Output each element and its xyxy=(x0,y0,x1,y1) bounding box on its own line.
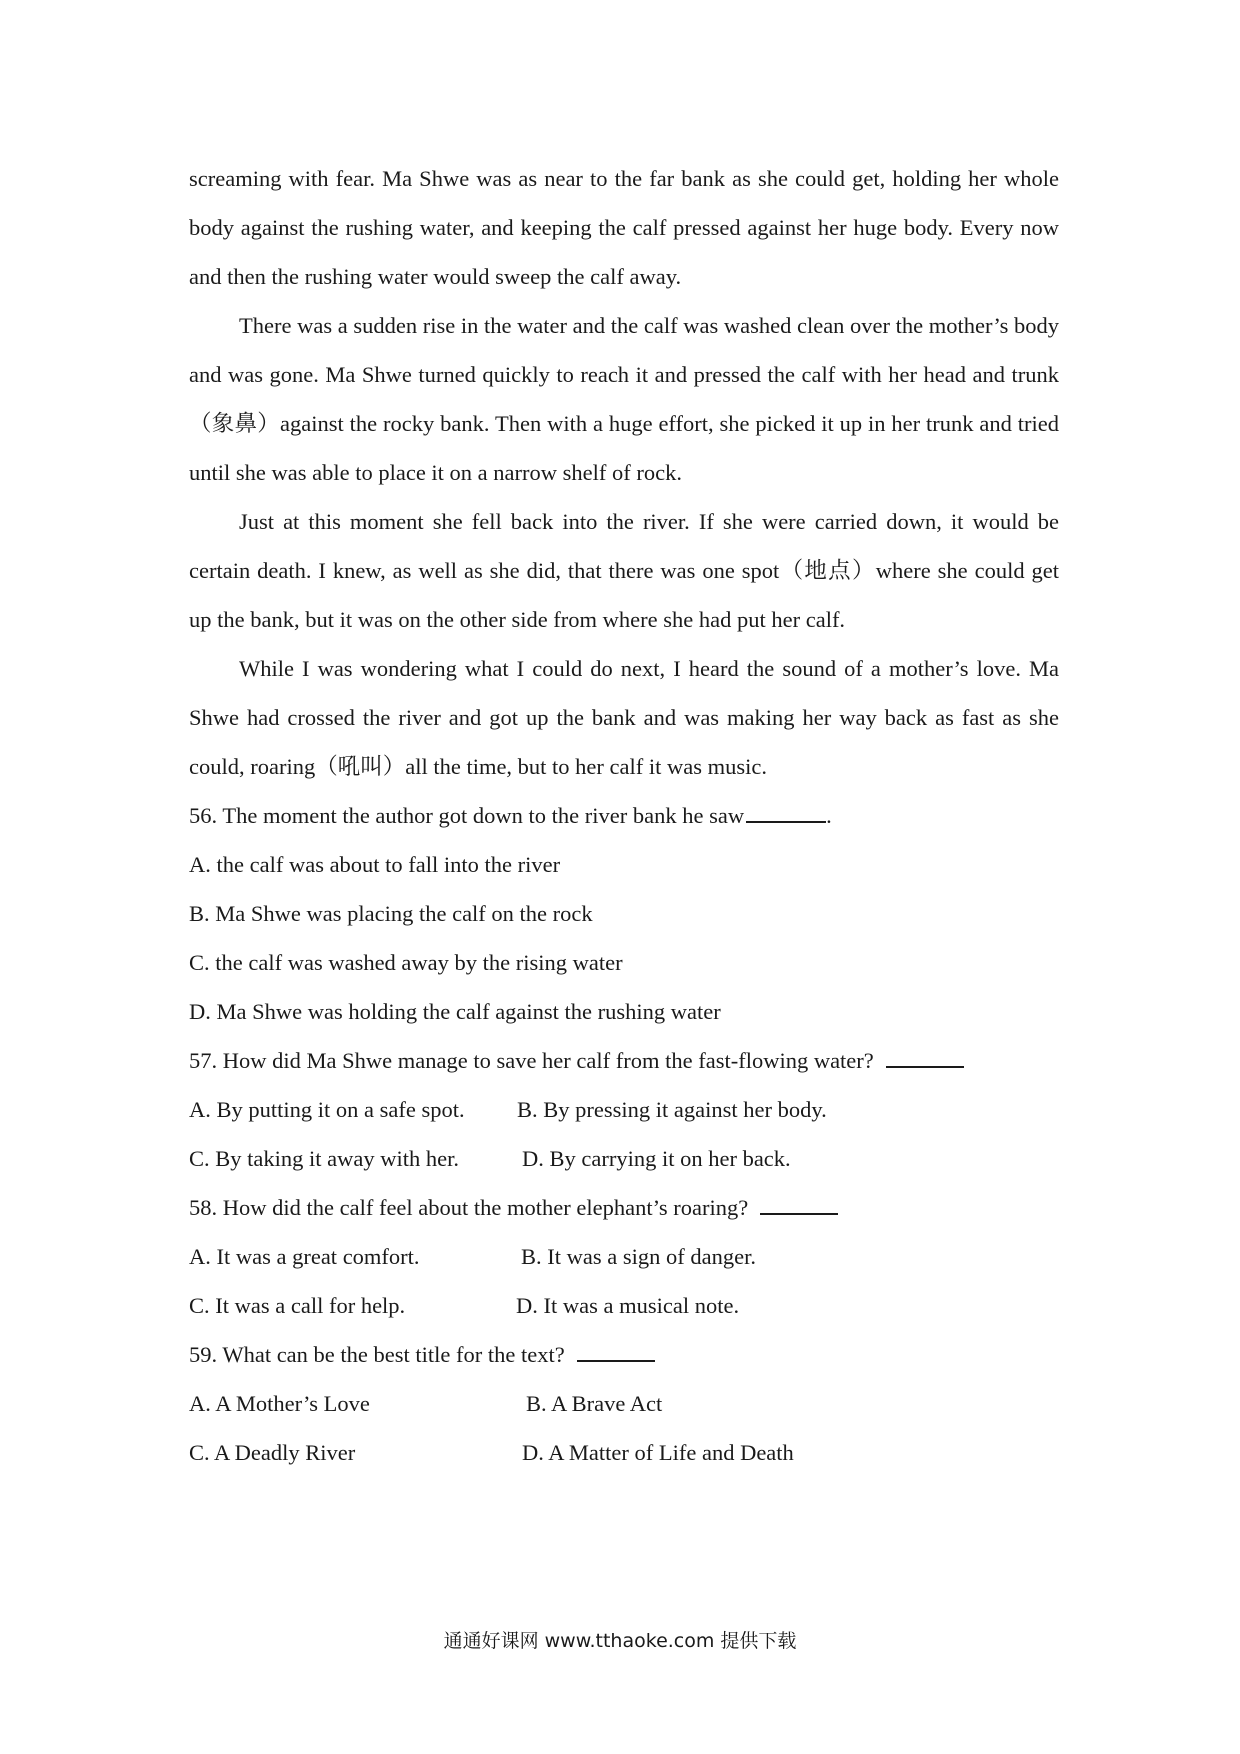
option-c: C. By taking it away with her. xyxy=(189,1146,459,1171)
answer-blank xyxy=(746,797,826,823)
option-a: A. A Mother’s Love xyxy=(189,1391,370,1416)
question-stem-text: 56. The moment the author got down to the river bank he saw xyxy=(189,803,745,828)
question-56 xyxy=(189,791,1059,1036)
option-a: A. It was a great comfort. xyxy=(189,1244,420,1269)
option-a: A. By putting it on a safe spot. xyxy=(189,1097,465,1122)
option-b: B. Ma Shwe was placing the calf on the rock xyxy=(189,901,593,926)
option-d: D. Ma Shwe was holding the calf against the rushing water xyxy=(189,999,721,1024)
option-row xyxy=(189,1379,1059,1428)
question-stem-text: 57. How did Ma Shwe manage to save her calf from the fast-flowing water? xyxy=(189,1048,874,1073)
question-stem xyxy=(189,1330,1059,1379)
document-page xyxy=(189,154,1059,1477)
question-58 xyxy=(189,1183,1059,1330)
option-row xyxy=(189,1281,1059,1330)
option-row xyxy=(189,1085,1059,1134)
answer-blank xyxy=(577,1336,655,1362)
option-row xyxy=(189,1134,1059,1183)
option-b: B. By pressing it against her body. xyxy=(517,1097,827,1122)
question-stem-text: 58. How did the calf feel about the mother elephant’s roaring? xyxy=(189,1195,749,1220)
question-stem-text: 59. What can be the best title for the text? xyxy=(189,1342,565,1367)
passage-paragraph-2: There was a sudden rise in the water and the calf was washed clean over the mother’s body and was gone. Ma Shwe turned quickly to reach it and pressed the calf with her head and trunk（象鼻）against the rocky bank. Then with a huge effort, she picked it up in her trunk and tried until she was able to place it on a narrow shelf of rock. xyxy=(189,313,1059,485)
option-c: C. A Deadly River xyxy=(189,1440,356,1465)
passage-paragraph-3: Just at this moment she fell back into the river. If she were carried down, it would be certain death. I knew, as well as she did, that there was one spot（地点）where she could get up the bank, but it was on the other side from where she had put her calf. xyxy=(189,509,1059,632)
question-stem xyxy=(189,791,1059,840)
option-b: B. It was a sign of danger. xyxy=(521,1244,756,1269)
option-a: A. the calf was about to fall into the river xyxy=(189,852,561,877)
option-c: C. the calf was washed away by the rising water xyxy=(189,950,623,975)
answer-blank xyxy=(886,1042,964,1068)
option-d: D. By carrying it on her back. xyxy=(522,1146,791,1171)
option-d: D. It was a musical note. xyxy=(516,1293,740,1318)
answer-blank xyxy=(760,1189,838,1215)
passage-paragraph-4: While I was wondering what I could do next, I heard the sound of a mother’s love. Ma Shwe had crossed the river and got up the bank and was making her way back as fast as she could, roaring（吼叫）all the time, but to her calf it was music. xyxy=(189,656,1059,779)
option-d: D. A Matter of Life and Death xyxy=(522,1440,794,1465)
question-57 xyxy=(189,1036,1059,1183)
question-stem-end: . xyxy=(826,803,832,828)
option-b: B. A Brave Act xyxy=(526,1391,663,1416)
question-59 xyxy=(189,1330,1059,1477)
question-stem xyxy=(189,1183,1059,1232)
option-c: C. It was a call for help. xyxy=(189,1293,406,1318)
option-row xyxy=(189,1428,1059,1477)
question-stem xyxy=(189,1036,1059,1085)
page-footer: 通通好课网 www.tthaoke.com 提供下载 xyxy=(443,1630,797,1652)
option-row xyxy=(189,1232,1059,1281)
passage-paragraph-1: screaming with fear. Ma Shwe was as near to the far bank as she could get, holding her whole body against the rushing water, and keeping the calf pressed against her huge body. Every now and then the rushing water would sweep the calf away. xyxy=(189,166,1059,289)
